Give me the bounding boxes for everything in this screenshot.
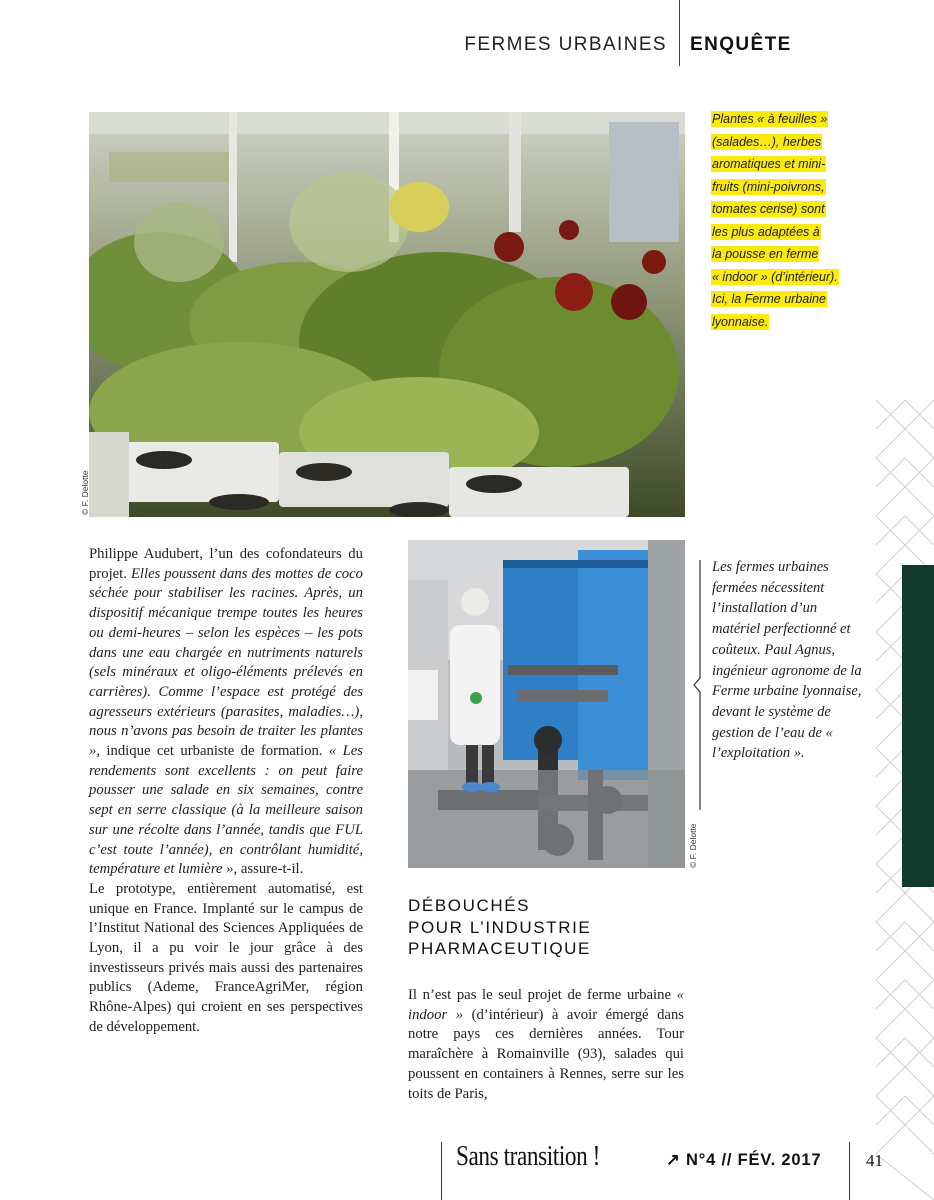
subheading-line: PHARMACEUTIQUE bbox=[408, 939, 591, 958]
header-divider bbox=[679, 0, 680, 66]
subheading-line: POUR L’INDUSTRIE bbox=[408, 917, 592, 937]
arrow-up-right-icon: ↗ bbox=[666, 1151, 681, 1169]
caption-line: Plantes « à feuilles » bbox=[712, 112, 828, 126]
caption-brace bbox=[688, 560, 702, 810]
article-column-left bbox=[89, 545, 363, 1038]
caption-line: les plus adaptées à bbox=[712, 224, 820, 239]
photo-credit-top: © F. Delotte bbox=[80, 470, 90, 515]
water-system-photo bbox=[408, 540, 685, 868]
footer-divider bbox=[441, 1142, 442, 1200]
indoor-farm-photo bbox=[89, 112, 685, 517]
caption-line: (salades…), herbes bbox=[712, 134, 822, 149]
caption-line: aromatiques et mini- bbox=[712, 157, 826, 171]
paragraph: Philippe Audubert, l’un des cofondateurs du projet. Elles poussent dans des mottes de coco séchée pour stabiliser les racines. Après, un dispositif mécanique trempe toutes les heures ou demi-heures – selon les espèces – les pots dans une eau chargée en nutriments naturels (sels minéraux et oligo-éléments prélevés en carrières). Comme l’espace est protégé des agresseurs extérieurs (parasites, maladies…), nous n’avons pas besoin de traiter les plantes », indique cet urbaniste de formation. « Les rendements sont excellents : on peut faire pousser une salade en six semaines, contre sept en serre classique (à la meilleure saison sur une récolte dans l’année, tandis que FUL c’est toute l’année), en contrôlant humidité, température et lumière », assure-t-il. bbox=[89, 546, 364, 878]
photo-caption-mid: Les fermes urbaines fermées nécessitent l’installation d’un matériel perfectionné et coûteux. Paul Agnus, ingénieur agronome de la Ferme urbaine lyonnaise, devant le système de gestion de l’eau de « l’exploitation ». bbox=[712, 559, 862, 762]
footer-divider bbox=[849, 1142, 850, 1200]
indoor-farm-illustration bbox=[89, 112, 685, 517]
magazine-logo: Sans transition ! bbox=[456, 1140, 600, 1172]
water-system-illustration bbox=[408, 540, 685, 868]
caption-line: tomates cerise) sont bbox=[712, 202, 825, 216]
article-column-right bbox=[408, 986, 684, 1104]
photo-credit-mid: © F. Delotte bbox=[688, 823, 698, 868]
paragraph: Il n’est pas le seul projet de ferme urbaine « indoor » (d’intérieur) à avoir émergé dans notre pays ces dernières années. Tour maraîchère à Romainville (93), salades qui poussent en containers à Rennes, serre sur les toits de Paris, bbox=[408, 987, 685, 1102]
caption-line: Ici, la Ferme urbaine bbox=[712, 292, 826, 306]
photo-caption-top bbox=[711, 108, 871, 333]
caption-line: « indoor » (d’intérieur). bbox=[712, 269, 838, 284]
section-color-tab bbox=[902, 565, 934, 887]
caption-line: la pousse en ferme bbox=[712, 247, 819, 261]
section-title: FERMES URBAINES bbox=[464, 34, 667, 55]
paragraph: Le prototype, entièrement automatisé, est unique en France. Implanté sur le campus de l’Institut National des Sciences Appliquées de Lyon, il a pu voir le jour grâce à des investisseurs privés mais aussi des partenaires publics (Ademe, FranceAgriMer, région Rhône-Alpes) qui croient en ses perspectives de développement. bbox=[89, 880, 363, 1035]
issue-info: ↗ N°4 // FÉV. 2017 bbox=[666, 1151, 822, 1169]
caption-line: lyonnaise. bbox=[712, 314, 769, 329]
subheading-line: DÉBOUCHÉS bbox=[408, 896, 531, 915]
page-number: 41 bbox=[866, 1151, 883, 1170]
section-tag: ENQUÊTE bbox=[690, 34, 792, 55]
section-subheading bbox=[408, 895, 668, 960]
caption-line: fruits (mini-poivrons, bbox=[712, 179, 825, 194]
